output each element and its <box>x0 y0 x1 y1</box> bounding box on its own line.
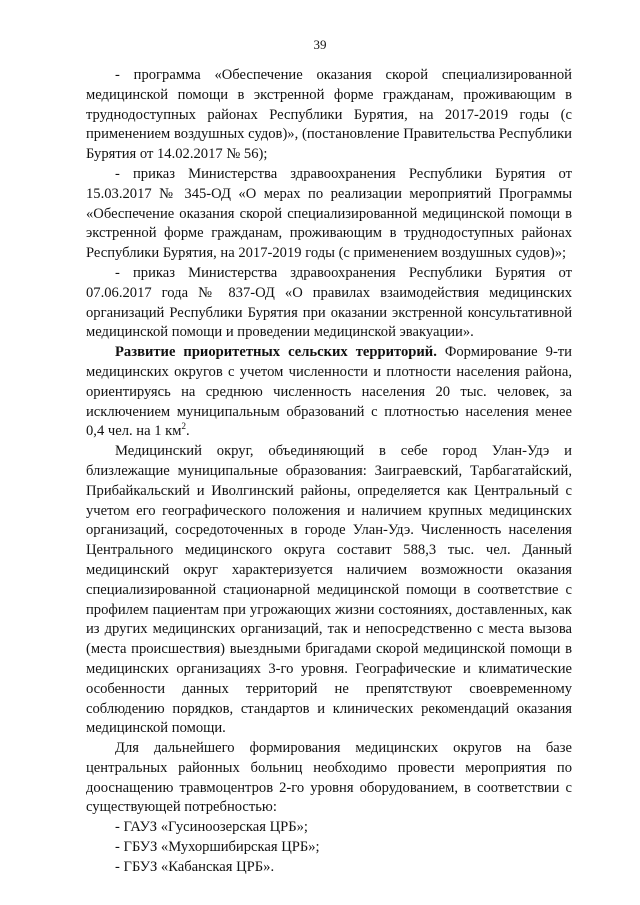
list-item-mukhorshibir: - ГБУЗ «Мухоршибирская ЦРБ»; <box>115 839 320 856</box>
paragraph-program: - программа «Обеспечение оказания скорой специализированной медицинской помощи в экстренной форме гражданам, проживающим в труднодоступных районах Республики Бурятия, на 2017-2019 годы (с применением воздушных судов)», (постановление Правительства Республики Бурятия от 14.02.2017 № 56); <box>86 67 572 163</box>
superscript: 2 <box>181 421 186 432</box>
list-item-gusinoozersk: - ГАУЗ «Гусиноозерская ЦРБ»; <box>115 819 308 836</box>
list-item-kabansk: - ГБУЗ «Кабанская ЦРБ». <box>115 858 275 875</box>
paragraph-trauma-centers: Для дальнейшего формирования медицинских округов на базе центральных районных больниц необходимо провести мероприятия по дооснащению травмоцентров 2-го уровня оборудованием, в соответствии с существующей потребностью: <box>86 740 572 816</box>
rural-territories-text: Формирование 9-ти медицинских округов с учетом численности и плотности населения района, ориентируясь на среднюю численность населения 20 тыс. человек, за исключением муниципальным образований с плотностью населения менее 0,4 чел. на 1 км <box>86 344 572 440</box>
page-body <box>86 66 572 878</box>
paragraph-central-district: Медицинский округ, объединяющий в себе город Улан-Удэ и близлежащие муниципальные образования: Заиграевский, Тарбагатайский, Прибайкальский и Иволгинский районы, определяется как Центральный с учетом его географического положения и наличием крупных медицинских организаций, сосредоточенных в городе Улан-Удэ. Численность населения Центрального медицинского округа составит 588,3 тыс. чел. Данный медицинский округ характеризуется наличием возможности оказания специализированной стационарной медицинской помощи в соответствие с профилем пациентам при угрожающих жизни состояниях, доставленных, как из других медицинских организаций, так и непосредственно с места вызова (места происшествия) выездными бригадами скорой медицинской помощи в медицинских организациях 3-го уровня. Географические и климатические особенности данных территорий не препятствуют своевременному соблюдению порядков, стандартов и клинических рекомендаций оказания медицинской помощи. <box>86 443 572 737</box>
page-number: 39 <box>313 37 327 52</box>
paragraph-order-837: - приказ Министерства здравоохранения Республики Бурятия от 07.06.2017 года № 837-ОД «О правилах взаимодействия медицинских организаций Республики Бурятия при оказании экстренной консультативной медицинской помощи и проведении медицинской эвакуации». <box>86 264 572 341</box>
paragraph-order-345: - приказ Министерства здравоохранения Республики Бурятия от 15.03.2017 № 345-ОД «О мерах по реализации мероприятий Программы «Обеспечение оказания скорой специализированной медицинской помощи в экстренной форме гражданам, проживающим в труднодоступных районах Республики Бурятия, на 2017-2019 годы (с применением воздушных судов)»; <box>86 165 572 262</box>
paragraph-rural-territories <box>86 343 572 442</box>
section-heading: Развитие приоритетных сельских территорий. <box>115 344 437 361</box>
sentence-end: . <box>186 423 190 440</box>
